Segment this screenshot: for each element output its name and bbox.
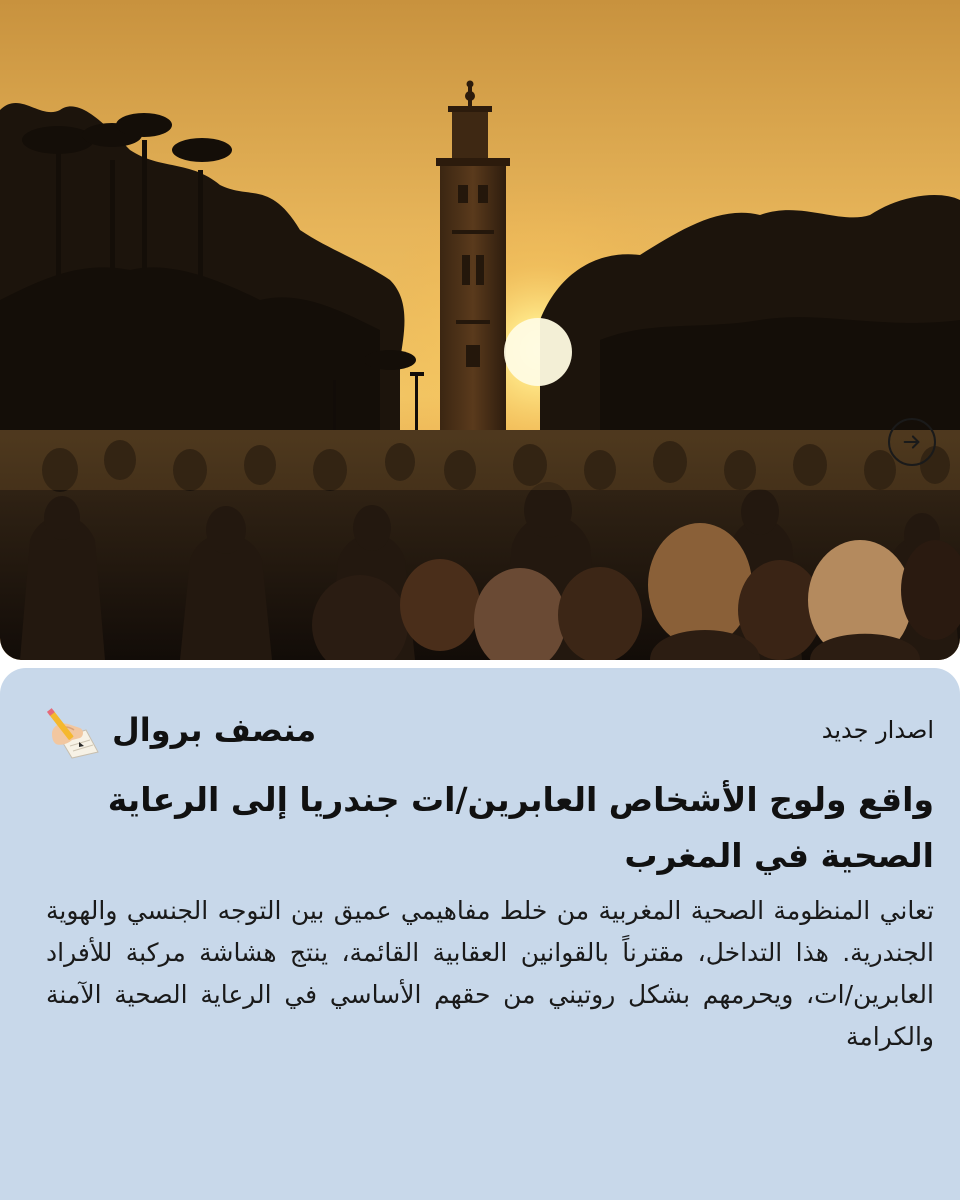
next-button[interactable]	[888, 418, 936, 466]
headline: واقع ولوج الأشخاص العابرين/ات جندريا إلى الرعاية الصحية في المغرب	[107, 780, 934, 875]
meta-row	[46, 702, 934, 758]
body-text: تعاني المنظومة الصحية المغربية من خلط مفاهيمي عميق بين التوجه الجنسي والهوية الجندرية. هذا التداخل، مقترناً بالقوانين العقابية القائمة، ينتج هشاشة مركبة للأفراد العابرين/ات، ويحرمهم بشكل روتيني من حقهم الأساسي في الرعاية الصحية الآمنة والكرامة	[46, 896, 934, 1051]
release-label: اصدار جديد	[821, 716, 934, 744]
writing-hand-icon	[46, 700, 106, 760]
author-name: منصف بروال	[112, 711, 317, 749]
author	[46, 700, 316, 760]
article-card[interactable]	[0, 668, 960, 1200]
arrow-right-icon	[901, 431, 923, 453]
